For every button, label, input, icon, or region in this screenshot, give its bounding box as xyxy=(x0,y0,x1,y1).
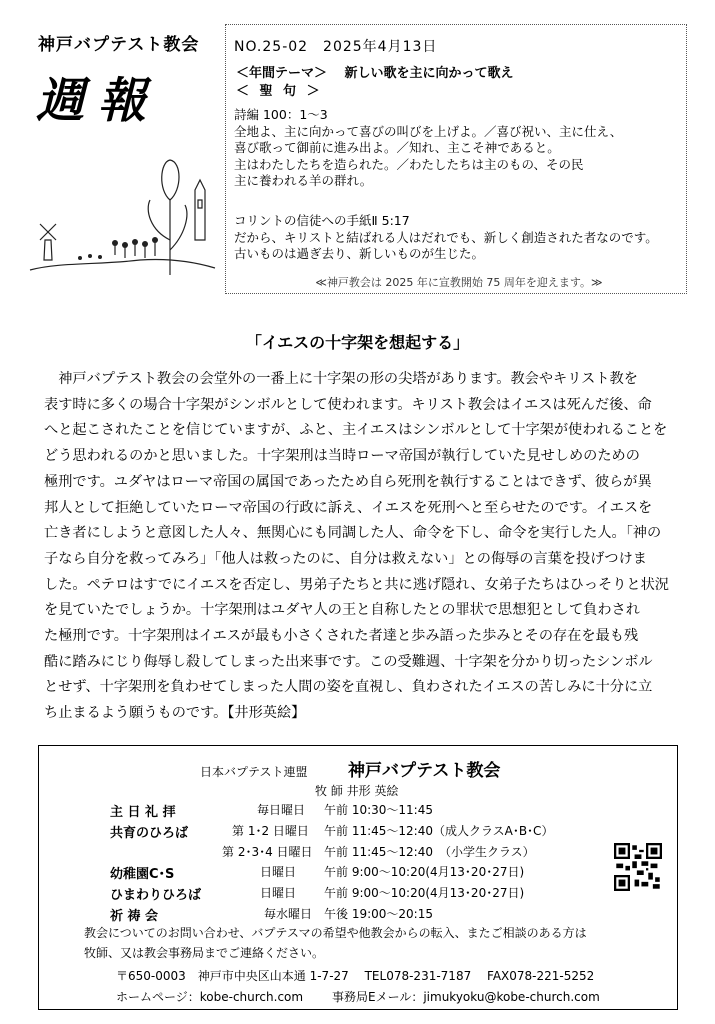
theme-text: 新しい歌を主に向かって歌え xyxy=(344,66,514,81)
sermon-line: 邦人として拒絶していたローマ帝国の行政に訴え、イエスを死刑へと至らせたのです。イエスを xyxy=(44,499,653,516)
cor-line: だから、キリストと結ばれる人はだれでも、新しく創造された者なのです。 xyxy=(234,229,658,245)
sermon-line: ち止まるよう願うものです。【井形英絵】 xyxy=(44,705,306,722)
verse-line: 主はわたしたちを造られた。／わたしたちは主のもの、その民 xyxy=(234,156,584,172)
pastor: 牧 師 井形 英絵 xyxy=(315,784,399,798)
sermon-line: を見ていたでしょうか。十字架刑はユダヤ人の王と自称したとの罪状で思想犯として負わされ xyxy=(44,602,640,619)
qr-code xyxy=(614,843,662,891)
verse-ref: 詩編 100：1～3 xyxy=(234,107,328,122)
sermon-line: 神戸バプテスト教会の会堂外の一番上に十字架の形の尖塔があります。教会やキリスト教を xyxy=(44,371,638,387)
sermon-title: 「イエスの十字架を想起する」 xyxy=(245,333,470,352)
sermon-line: た極刑です。十字架刑はイエスが最も小さくされた者達と歩み語った歩みとその存在を最も残 xyxy=(44,628,639,645)
schedule-day: 日曜日 xyxy=(260,865,297,879)
sermon-body xyxy=(44,367,674,727)
bulletin-title: 週報 xyxy=(36,73,161,129)
notice-line: 教会についてのお問い合わせ、バプテスマの希望や他教会からの転入、またご相談のある方は xyxy=(84,926,587,940)
email-link[interactable]: 事務局Eメール：jimukyoku@kobe-church.com xyxy=(332,990,600,1004)
schedule-time: 午前 11:45～12:40（成人クラスA･B･C） xyxy=(324,824,554,838)
schedule-day: 毎日曜日 xyxy=(257,803,306,817)
annual-theme xyxy=(236,66,514,83)
address-contact: 〒650-0003 神戸市中央区山本通 1-7-27 TEL078-231-7187 FAX078-221-5252 xyxy=(116,969,595,983)
sermon-line: 酷に踏みにじり侮辱し殺してしまった出来事です。この受難週、十字架を分かり切ったシンボル xyxy=(44,653,653,670)
schedule-time: 午前 10:30～11:45 xyxy=(324,803,433,817)
sermon-line: へと起こされたことを信じていますが、ふと、主イエスはシンボルとして十字架が使われることを xyxy=(44,422,668,439)
schedule-name: 幼稚園C･S xyxy=(110,867,175,882)
sermon-line: どう思われるのかと思いました。十字架刑は当時ローマ帝国が執行していた見せしめのための xyxy=(44,448,640,465)
schedule-day: 日曜日 xyxy=(260,886,297,900)
schedule-time: 午後 19:00～20:15 xyxy=(324,907,433,921)
sermon-line: 子なら自分を救ってみろ」「他人は救ったのに、自分は救えない」との侮辱の言葉を投げつけま xyxy=(44,550,647,567)
scripture-psalm xyxy=(234,107,622,190)
homepage-link[interactable]: ホームページ：kobe-church.com xyxy=(116,990,304,1004)
cor-line: 古いものは過ぎ去り、新しいものが生じた。 xyxy=(234,246,485,261)
verse-line: 主に養われる羊の群れ。 xyxy=(234,173,373,188)
issue-number-date: NO.25-02 2025年4月13日 xyxy=(234,39,438,55)
schedule-time: 午前 9:00～10:20(4月13･20･27日) xyxy=(324,865,525,879)
tulip-windmill-illustration xyxy=(20,150,220,280)
verse-line: 全地よ、主に向かって喜びの叫びを上げよ。／喜び祝い、主に仕え、 xyxy=(234,123,623,139)
notice-line: 牧師、又は教会事務局までご連絡ください。 xyxy=(84,946,325,960)
anniversary-note: ≪神戸教会は 2025 年に宣教開始 75 周年を迎えます。≫ xyxy=(315,276,603,289)
schedule-name: 主 日 礼 拝 xyxy=(110,805,176,820)
union-name: 日本バプテスト連盟 xyxy=(200,765,308,779)
footer-church-name: 神戸バプテスト教会 xyxy=(348,761,501,781)
scripture-label: ＜ 聖 句 ＞ xyxy=(236,84,323,99)
schedule-name: 祈 祷 会 xyxy=(110,909,159,924)
schedule-name: ひまわりひろば xyxy=(110,888,202,903)
schedule-day: 第 2･3･4 日曜日 xyxy=(222,845,313,859)
scripture-corinthians xyxy=(234,213,658,263)
schedule-day: 毎水曜日 xyxy=(264,907,313,921)
church-name-header: 神戸バプテスト教会 xyxy=(38,35,200,55)
schedule-name: 共育のひろば xyxy=(110,826,189,841)
sermon-line: 亡き者にしようと意図した人々、無関心にも同調した人、命令を下し、命令を実行した人。「神の xyxy=(44,525,662,542)
theme-label: ＜年間テーマ＞ xyxy=(236,66,328,81)
sermon-line: した。ペテロはすでにイエスを否定し、男弟子たちと共に逃げ隠れ、女弟子たちはひっそりと状況 xyxy=(44,576,669,593)
schedule-time: 午前 9:00～10:20(4月13･20･27日) xyxy=(324,886,525,900)
sermon-line: 表す時に多くの場合十字架がシンボルとして使われます。キリスト教会はイエスは死んだ後、命 xyxy=(44,396,652,413)
schedule-time: 午前 11:45～12:40 （小学生クラス） xyxy=(324,845,535,859)
schedule-day: 第 1･2 日曜日 xyxy=(232,824,309,838)
verse-line: 喜び歌って御前に進み出よ。／知れ、主こそ神であると。 xyxy=(234,140,560,155)
cor-ref: コリントの信徒への手紙Ⅱ 5:17 xyxy=(234,213,410,228)
sermon-line: とせず、十字架刑を負わせてしまった人間の姿を直視し、負わされたイエスの苦しみに十分に立 xyxy=(44,679,653,696)
sermon-line: 極刑です。ユダヤはローマ帝国の属国であったため自ら死刑を執行することはできず、彼らが異 xyxy=(44,473,652,490)
